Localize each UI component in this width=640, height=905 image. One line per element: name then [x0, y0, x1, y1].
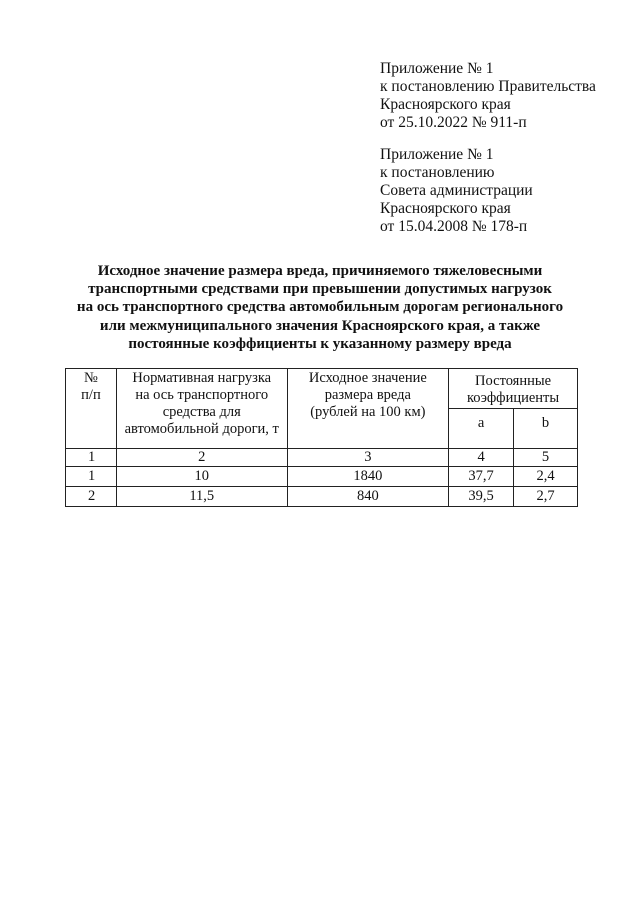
- header-text: автомобильной дороги, т: [124, 421, 279, 437]
- header-coefficients: [449, 369, 578, 409]
- coef-a-cell: 37,7: [449, 467, 514, 487]
- appendix-current-reference: [380, 60, 630, 132]
- header-text: Исходное значение: [308, 370, 427, 386]
- damage-values-table: [65, 368, 578, 507]
- header-text: №: [84, 370, 98, 386]
- header-text: Постоянные: [475, 373, 552, 389]
- header-text: (рублей на 100 км): [310, 404, 426, 420]
- title-line: на ось транспортного средства автомобильным дорогам регионального: [76, 299, 564, 316]
- title-line: Исходное значение размера вреда, причиняемого тяжеловесными: [97, 263, 543, 279]
- header-text: размера вреда: [324, 387, 411, 403]
- coef-b-cell: 2,7: [514, 487, 578, 507]
- header-text: п/п: [81, 387, 101, 403]
- column-number: 3: [287, 449, 449, 467]
- appendix-line: к постановлению Правительства: [380, 78, 596, 95]
- appendix-line: Совета администрации: [380, 182, 533, 199]
- document-title: [60, 262, 580, 353]
- coef-b-cell: 2,4: [514, 467, 578, 487]
- appendix-line: от 15.04.2008 № 178-п: [380, 218, 528, 235]
- header-coef-a: a: [449, 409, 514, 449]
- title-line: или межмуниципального значения Красноярского края, а также: [99, 317, 541, 334]
- column-number: 2: [116, 449, 287, 467]
- appendix-line: Красноярского края: [380, 96, 511, 113]
- column-number-row: [66, 449, 578, 467]
- title-line: транспортными средствами при превышении допустимых нагрузок: [88, 281, 552, 298]
- header-number: [66, 369, 117, 449]
- table-row: [66, 467, 578, 487]
- header-axle-load: [116, 369, 287, 449]
- table-row: [66, 487, 578, 507]
- header-base-damage: [287, 369, 449, 449]
- appendix-line: к постановлению: [380, 164, 495, 181]
- header-text: средства для: [162, 404, 241, 420]
- appendix-line: от 25.10.2022 № 911-п: [380, 114, 527, 131]
- appendix-line: Красноярского края: [380, 200, 511, 217]
- header-text: Нормативная нагрузка: [132, 370, 272, 386]
- table-header-row: [66, 369, 578, 409]
- appendix-line: Приложение № 1: [380, 146, 494, 163]
- base-damage-cell: 1840: [287, 467, 449, 487]
- column-number: 4: [449, 449, 514, 467]
- appendix-original-reference: [380, 146, 630, 236]
- header-coef-b: b: [514, 409, 578, 449]
- appendix-line: Приложение № 1: [380, 60, 494, 77]
- coef-a-cell: 39,5: [449, 487, 514, 507]
- row-number: 2: [66, 487, 117, 507]
- column-number: 1: [66, 449, 117, 467]
- header-text: коэффициенты: [466, 390, 560, 406]
- header-text: на ось транспортного: [135, 387, 269, 403]
- axle-load-cell: 10: [116, 467, 287, 487]
- title-line: постоянные коэффициенты к указанному размеру вреда: [128, 335, 512, 352]
- axle-load-cell: 11,5: [116, 487, 287, 507]
- column-number: 5: [514, 449, 578, 467]
- row-number: 1: [66, 467, 117, 487]
- base-damage-cell: 840: [287, 487, 449, 507]
